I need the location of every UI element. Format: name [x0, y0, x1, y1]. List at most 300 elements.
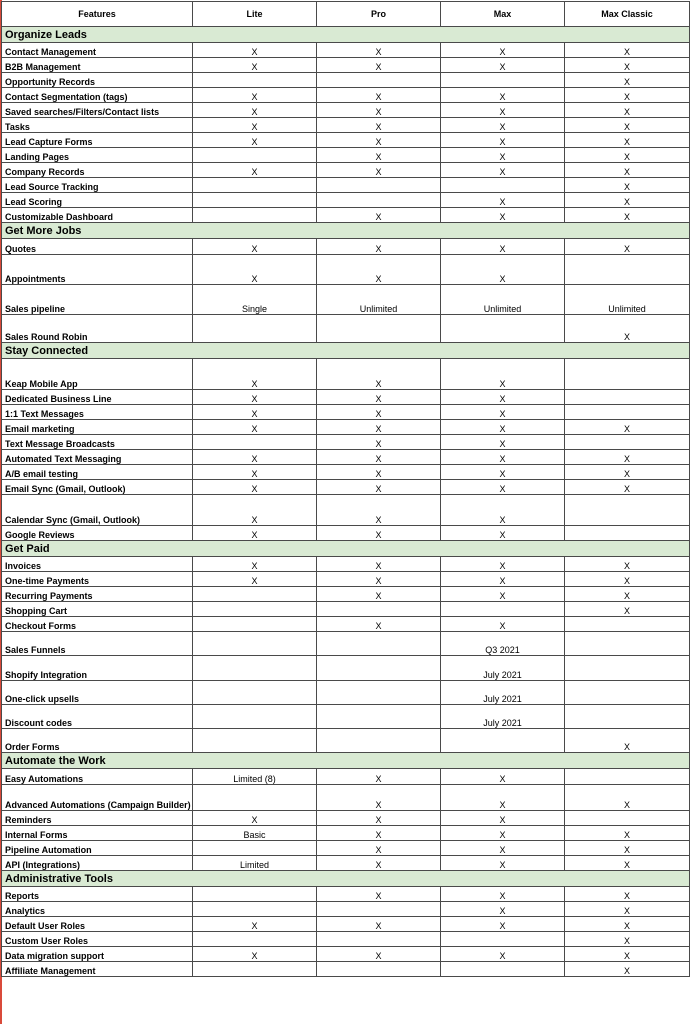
cell-max-classic: X — [565, 103, 690, 118]
feature-row — [2, 902, 690, 917]
feature-row — [2, 148, 690, 163]
feature-row — [2, 435, 690, 450]
cell-pro: X — [317, 587, 441, 602]
cell-max-classic: X — [565, 118, 690, 133]
feature-row — [2, 315, 690, 343]
cell-lite: X — [193, 420, 317, 435]
feature-name: Automated Text Messaging — [2, 450, 193, 465]
cell-max: July 2021 — [441, 656, 565, 681]
section-header-row — [2, 343, 690, 359]
cell-max: X — [441, 811, 565, 826]
cell-pro — [317, 632, 441, 656]
cell-pro — [317, 178, 441, 193]
cell-pro: X — [317, 163, 441, 178]
feature-row — [2, 962, 690, 977]
cell-pro: X — [317, 826, 441, 841]
feature-name: Data migration support — [2, 947, 193, 962]
feature-row — [2, 178, 690, 193]
cell-pro — [317, 193, 441, 208]
cell-max: X — [441, 887, 565, 902]
cell-lite — [193, 208, 317, 223]
cell-lite: X — [193, 495, 317, 526]
cell-max: July 2021 — [441, 705, 565, 729]
cell-lite: X — [193, 557, 317, 572]
cell-max-classic: X — [565, 932, 690, 947]
cell-lite: X — [193, 811, 317, 826]
feature-name: Tasks — [2, 118, 193, 133]
feature-row — [2, 729, 690, 753]
feature-name: Sales Funnels — [2, 632, 193, 656]
feature-name: Shopify Integration — [2, 656, 193, 681]
cell-lite — [193, 902, 317, 917]
cell-max: X — [441, 103, 565, 118]
cell-pro — [317, 73, 441, 88]
cell-lite — [193, 602, 317, 617]
feature-name: Custom User Roles — [2, 932, 193, 947]
feature-row — [2, 769, 690, 785]
feature-name: Landing Pages — [2, 148, 193, 163]
cell-pro: X — [317, 103, 441, 118]
feature-row — [2, 285, 690, 315]
cell-max-classic: X — [565, 420, 690, 435]
feature-name: Pipeline Automation — [2, 841, 193, 856]
feature-name: Recurring Payments — [2, 587, 193, 602]
cell-lite — [193, 587, 317, 602]
section-title: Get More Jobs — [2, 223, 690, 239]
cell-max: X — [441, 495, 565, 526]
cell-lite: X — [193, 239, 317, 255]
feature-row — [2, 632, 690, 656]
feature-row — [2, 208, 690, 223]
section-title: Administrative Tools — [2, 871, 690, 887]
cell-max: X — [441, 572, 565, 587]
cell-pro: X — [317, 148, 441, 163]
feature-row — [2, 617, 690, 632]
feature-name: Shopping Cart — [2, 602, 193, 617]
cell-lite: X — [193, 480, 317, 495]
cell-max — [441, 602, 565, 617]
feature-row — [2, 163, 690, 178]
feature-name: Order Forms — [2, 729, 193, 753]
cell-lite: X — [193, 133, 317, 148]
feature-row — [2, 43, 690, 58]
cell-lite — [193, 315, 317, 343]
cell-max: X — [441, 617, 565, 632]
cell-max-classic: X — [565, 557, 690, 572]
feature-name: Email marketing — [2, 420, 193, 435]
cell-max-classic: X — [565, 587, 690, 602]
feature-name: Analytics — [2, 902, 193, 917]
cell-lite: X — [193, 572, 317, 587]
cell-max: X — [441, 526, 565, 541]
cell-lite — [193, 617, 317, 632]
feature-name: Lead Source Tracking — [2, 178, 193, 193]
cell-max: X — [441, 856, 565, 871]
cell-pro — [317, 729, 441, 753]
cell-max-classic — [565, 255, 690, 285]
cell-max: X — [441, 480, 565, 495]
feature-name: Dedicated Business Line — [2, 390, 193, 405]
cell-max-classic — [565, 705, 690, 729]
feature-name: Easy Automations — [2, 769, 193, 785]
feature-name: 1:1 Text Messages — [2, 405, 193, 420]
cell-max-classic: X — [565, 480, 690, 495]
cell-pro: X — [317, 208, 441, 223]
cell-pro — [317, 705, 441, 729]
feature-name: Calendar Sync (Gmail, Outlook) — [2, 495, 193, 526]
cell-pro: Unlimited — [317, 285, 441, 315]
cell-max: July 2021 — [441, 681, 565, 705]
feature-name: B2B Management — [2, 58, 193, 73]
cell-max: X — [441, 450, 565, 465]
cell-pro: X — [317, 133, 441, 148]
cell-max-classic: X — [565, 239, 690, 255]
feature-row — [2, 572, 690, 587]
column-header-pro: Pro — [317, 2, 441, 27]
feature-row — [2, 420, 690, 435]
section-title: Get Paid — [2, 541, 690, 557]
feature-row — [2, 932, 690, 947]
cell-max-classic: X — [565, 133, 690, 148]
cell-lite — [193, 887, 317, 902]
cell-lite: X — [193, 390, 317, 405]
cell-lite — [193, 785, 317, 811]
cell-pro — [317, 932, 441, 947]
cell-pro: X — [317, 947, 441, 962]
cell-max-classic — [565, 811, 690, 826]
cell-lite — [193, 632, 317, 656]
cell-pro: X — [317, 359, 441, 390]
cell-lite: X — [193, 43, 317, 58]
cell-lite: X — [193, 359, 317, 390]
feature-row — [2, 239, 690, 255]
section-header-row — [2, 223, 690, 239]
cell-pro: X — [317, 480, 441, 495]
cell-max-classic — [565, 632, 690, 656]
cell-max-classic: X — [565, 73, 690, 88]
cell-pro: X — [317, 58, 441, 73]
cell-pro: X — [317, 435, 441, 450]
cell-pro — [317, 315, 441, 343]
cell-lite: X — [193, 255, 317, 285]
cell-lite: X — [193, 118, 317, 133]
cell-lite: Single — [193, 285, 317, 315]
cell-max: X — [441, 133, 565, 148]
cell-lite: X — [193, 58, 317, 73]
cell-lite: X — [193, 103, 317, 118]
cell-pro: X — [317, 769, 441, 785]
cell-max-classic: X — [565, 962, 690, 977]
feature-name: Discount codes — [2, 705, 193, 729]
cell-lite: X — [193, 465, 317, 480]
cell-max: X — [441, 826, 565, 841]
cell-max-classic: X — [565, 148, 690, 163]
cell-lite — [193, 962, 317, 977]
feature-row — [2, 681, 690, 705]
cell-lite: X — [193, 917, 317, 932]
cell-max: X — [441, 148, 565, 163]
cell-max-classic — [565, 656, 690, 681]
feature-name: Contact Segmentation (tags) — [2, 88, 193, 103]
feature-row — [2, 118, 690, 133]
feature-name: Advanced Automations (Campaign Builder) — [2, 785, 193, 811]
cell-lite: X — [193, 88, 317, 103]
feature-row — [2, 557, 690, 572]
cell-max-classic: Unlimited — [565, 285, 690, 315]
cell-max — [441, 178, 565, 193]
cell-max-classic: X — [565, 43, 690, 58]
feature-name: One-time Payments — [2, 572, 193, 587]
feature-row — [2, 390, 690, 405]
cell-max-classic: X — [565, 856, 690, 871]
section-header-row — [2, 541, 690, 557]
cell-lite: X — [193, 163, 317, 178]
cell-max: X — [441, 390, 565, 405]
feature-name: Quotes — [2, 239, 193, 255]
feature-name: Lead Capture Forms — [2, 133, 193, 148]
feature-name: Checkout Forms — [2, 617, 193, 632]
feature-row — [2, 917, 690, 932]
cell-pro — [317, 656, 441, 681]
section-header-row — [2, 753, 690, 769]
feature-name: Sales pipeline — [2, 285, 193, 315]
cell-max: X — [441, 58, 565, 73]
cell-max — [441, 73, 565, 88]
cell-max: X — [441, 587, 565, 602]
feature-name: Keap Mobile App — [2, 359, 193, 390]
feature-name: Company Records — [2, 163, 193, 178]
cell-max: X — [441, 43, 565, 58]
cell-lite — [193, 435, 317, 450]
cell-pro: X — [317, 390, 441, 405]
cell-pro: X — [317, 450, 441, 465]
cell-max-classic — [565, 617, 690, 632]
cell-max — [441, 932, 565, 947]
cell-lite: Basic — [193, 826, 317, 841]
cell-max-classic: X — [565, 208, 690, 223]
cell-max: X — [441, 255, 565, 285]
cell-max: X — [441, 88, 565, 103]
cell-max: X — [441, 359, 565, 390]
cell-pro: X — [317, 572, 441, 587]
cell-max-classic — [565, 390, 690, 405]
cell-max-classic: X — [565, 602, 690, 617]
cell-pro — [317, 962, 441, 977]
cell-max-classic: X — [565, 163, 690, 178]
cell-pro: X — [317, 88, 441, 103]
cell-max-classic: X — [565, 88, 690, 103]
cell-max: X — [441, 239, 565, 255]
feature-row — [2, 602, 690, 617]
cell-pro: X — [317, 420, 441, 435]
feature-row — [2, 811, 690, 826]
cell-pro: X — [317, 785, 441, 811]
cell-max: X — [441, 465, 565, 480]
cell-max: Unlimited — [441, 285, 565, 315]
feature-name: Saved searches/Filters/Contact lists — [2, 103, 193, 118]
feature-name: Opportunity Records — [2, 73, 193, 88]
feature-row — [2, 103, 690, 118]
cell-max-classic — [565, 359, 690, 390]
cell-max-classic: X — [565, 917, 690, 932]
cell-max-classic: X — [565, 572, 690, 587]
feature-row — [2, 255, 690, 285]
cell-max: X — [441, 769, 565, 785]
column-header-max-classic: Max Classic — [565, 2, 690, 27]
cell-max-classic: X — [565, 902, 690, 917]
feature-row — [2, 480, 690, 495]
feature-comparison-table — [1, 1, 690, 977]
cell-pro: X — [317, 917, 441, 932]
cell-pro: X — [317, 841, 441, 856]
cell-pro: X — [317, 239, 441, 255]
feature-name: Default User Roles — [2, 917, 193, 932]
feature-name: Customizable Dashboard — [2, 208, 193, 223]
feature-row — [2, 58, 690, 73]
cell-pro: X — [317, 255, 441, 285]
feature-row — [2, 495, 690, 526]
cell-pro: X — [317, 526, 441, 541]
cell-max-classic — [565, 435, 690, 450]
column-header-features: Features — [2, 2, 193, 27]
cell-max — [441, 315, 565, 343]
feature-row — [2, 526, 690, 541]
cell-pro — [317, 602, 441, 617]
feature-name: Affiliate Management — [2, 962, 193, 977]
cell-max: X — [441, 947, 565, 962]
feature-row — [2, 705, 690, 729]
cell-max: X — [441, 902, 565, 917]
cell-max-classic: X — [565, 785, 690, 811]
cell-lite: X — [193, 450, 317, 465]
cell-max-classic — [565, 681, 690, 705]
section-title: Stay Connected — [2, 343, 690, 359]
cell-pro: X — [317, 118, 441, 133]
feature-row — [2, 947, 690, 962]
feature-row — [2, 856, 690, 871]
cell-max-classic: X — [565, 193, 690, 208]
cell-max: Q3 2021 — [441, 632, 565, 656]
cell-lite — [193, 656, 317, 681]
feature-name: Text Message Broadcasts — [2, 435, 193, 450]
feature-row — [2, 465, 690, 480]
feature-name: Invoices — [2, 557, 193, 572]
cell-max-classic — [565, 526, 690, 541]
feature-name: Internal Forms — [2, 826, 193, 841]
cell-lite — [193, 729, 317, 753]
cell-max-classic: X — [565, 315, 690, 343]
cell-max: X — [441, 785, 565, 811]
cell-max — [441, 962, 565, 977]
cell-max: X — [441, 435, 565, 450]
feature-name: API (Integrations) — [2, 856, 193, 871]
feature-name: Email Sync (Gmail, Outlook) — [2, 480, 193, 495]
cell-max-classic: X — [565, 729, 690, 753]
cell-max-classic: X — [565, 450, 690, 465]
cell-max-classic: X — [565, 887, 690, 902]
cell-pro: X — [317, 557, 441, 572]
cell-lite — [193, 932, 317, 947]
feature-row — [2, 785, 690, 811]
feature-name: Lead Scoring — [2, 193, 193, 208]
cell-max-classic: X — [565, 841, 690, 856]
feature-row — [2, 656, 690, 681]
cell-lite — [193, 148, 317, 163]
feature-row — [2, 193, 690, 208]
section-header-row — [2, 871, 690, 887]
cell-pro: X — [317, 887, 441, 902]
cell-max: X — [441, 405, 565, 420]
feature-row — [2, 841, 690, 856]
cell-max-classic: X — [565, 178, 690, 193]
cell-pro: X — [317, 465, 441, 480]
cell-pro — [317, 681, 441, 705]
feature-row — [2, 88, 690, 103]
section-header-row — [2, 27, 690, 43]
feature-row — [2, 887, 690, 902]
cell-max: X — [441, 557, 565, 572]
cell-max-classic — [565, 495, 690, 526]
feature-name: Reminders — [2, 811, 193, 826]
cell-lite — [193, 193, 317, 208]
cell-max-classic: X — [565, 947, 690, 962]
feature-row — [2, 359, 690, 390]
cell-max-classic — [565, 405, 690, 420]
header-row — [2, 2, 690, 27]
section-title: Organize Leads — [2, 27, 690, 43]
cell-max-classic — [565, 769, 690, 785]
column-header-max: Max — [441, 2, 565, 27]
feature-name: Sales Round Robin — [2, 315, 193, 343]
feature-row — [2, 450, 690, 465]
cell-pro: X — [317, 495, 441, 526]
feature-name: Contact Management — [2, 43, 193, 58]
cell-pro: X — [317, 405, 441, 420]
cell-lite: Limited (8) — [193, 769, 317, 785]
feature-row — [2, 73, 690, 88]
cell-lite — [193, 841, 317, 856]
cell-max-classic: X — [565, 465, 690, 480]
feature-row — [2, 587, 690, 602]
feature-name: Google Reviews — [2, 526, 193, 541]
cell-lite — [193, 705, 317, 729]
cell-max: X — [441, 917, 565, 932]
cell-max-classic: X — [565, 58, 690, 73]
cell-max — [441, 729, 565, 753]
cell-lite: X — [193, 405, 317, 420]
cell-lite: X — [193, 526, 317, 541]
cell-lite — [193, 73, 317, 88]
feature-row — [2, 133, 690, 148]
feature-name: A/B email testing — [2, 465, 193, 480]
cell-max: X — [441, 118, 565, 133]
cell-lite — [193, 178, 317, 193]
cell-lite: Limited — [193, 856, 317, 871]
cell-pro: X — [317, 811, 441, 826]
cell-lite — [193, 681, 317, 705]
feature-name: One-click upsells — [2, 681, 193, 705]
feature-row — [2, 405, 690, 420]
cell-pro: X — [317, 856, 441, 871]
cell-max: X — [441, 193, 565, 208]
feature-name: Appointments — [2, 255, 193, 285]
cell-pro: X — [317, 43, 441, 58]
cell-pro — [317, 902, 441, 917]
cell-lite: X — [193, 947, 317, 962]
cell-pro: X — [317, 617, 441, 632]
cell-max: X — [441, 163, 565, 178]
cell-max: X — [441, 208, 565, 223]
